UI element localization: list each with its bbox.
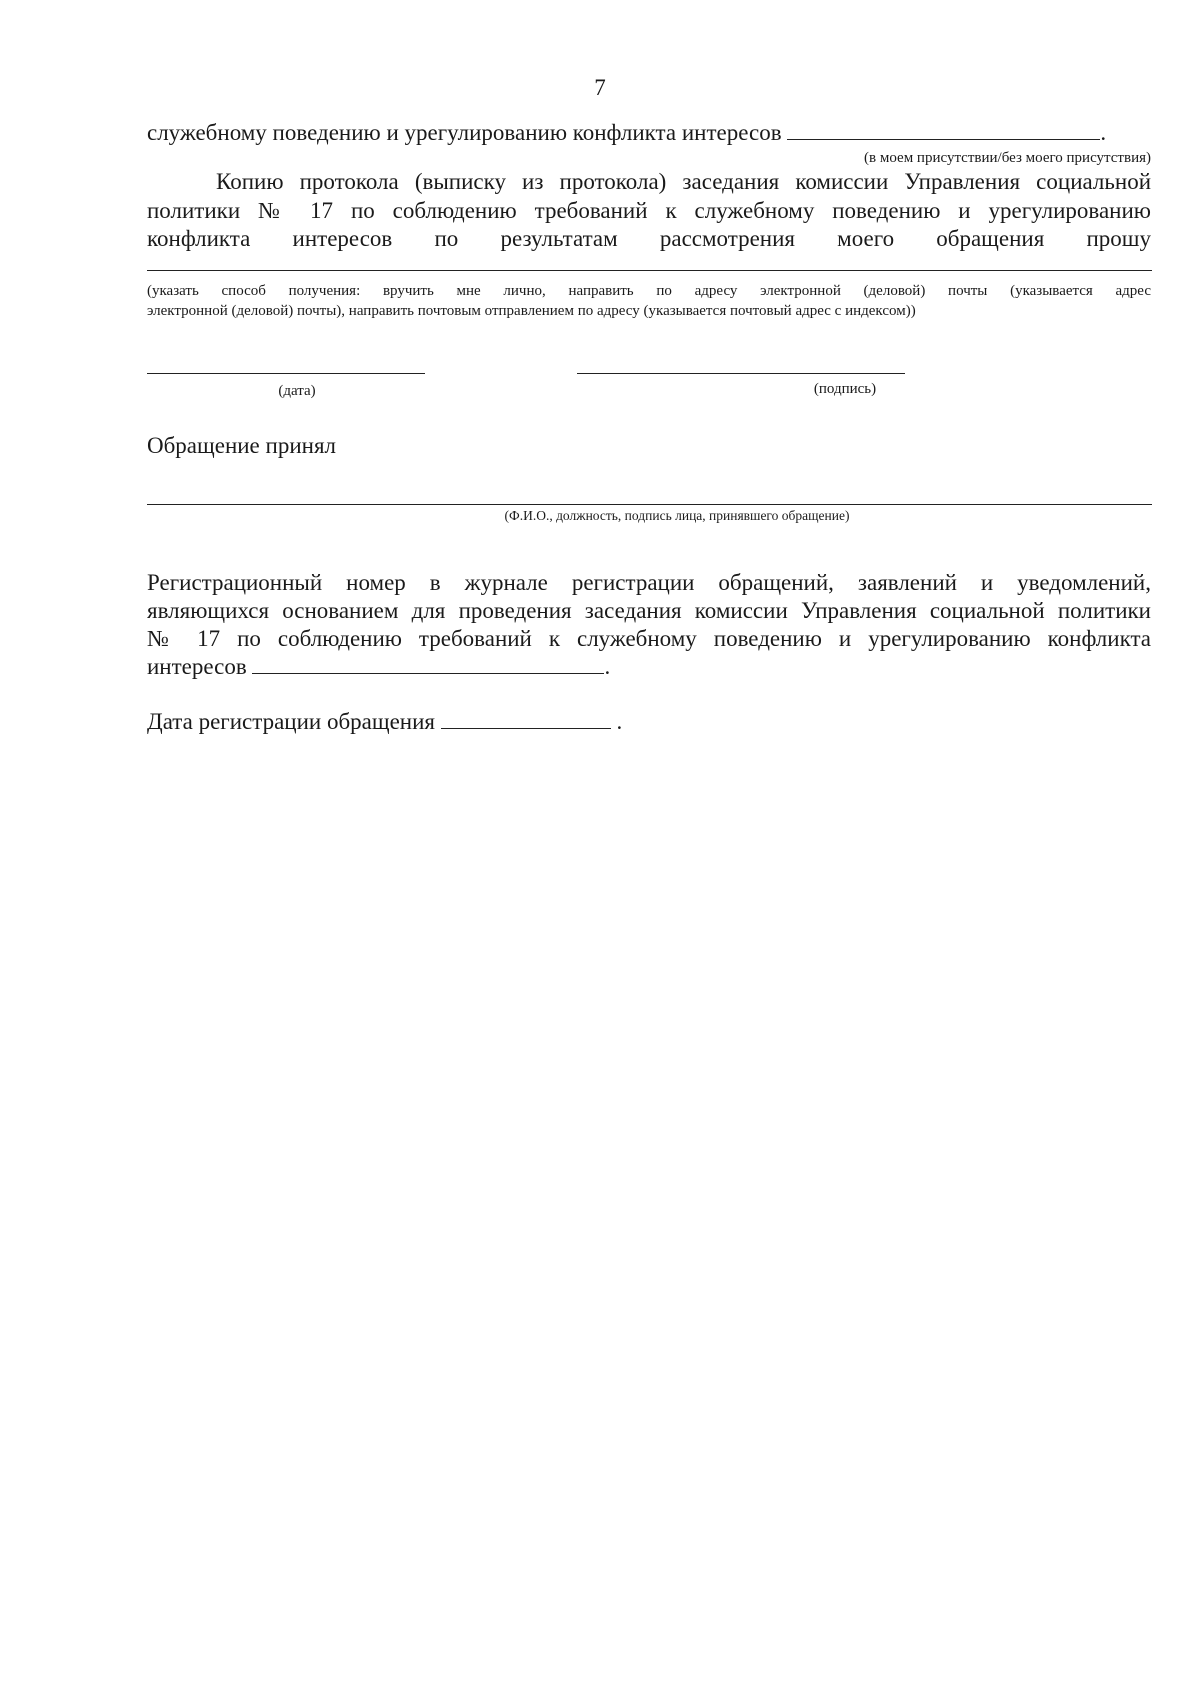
registration-date-label: Дата регистрации обращения [147,709,435,734]
line1 [147,118,1147,147]
registration-line-a: Регистрационный номер в журнале регистрации обращений, заявлений и уведомлений, [147,570,1151,595]
copy-request-line-b: политики № 17 по соблюдению требований к служебному поведению и урегулированию [147,198,1151,223]
registration-number-blank[interactable] [252,655,604,674]
registration-line-c: № 17 по соблюдению требований к служебному поведению и урегулированию конфликта [147,626,1151,651]
copy-request-line-c: конфликта интересов по результатам рассмотрения моего обращения прошу [147,226,1151,251]
method-caption-line-b: электронной (деловой) почты), направить почтовым отправлением по адресу (указывается почтовый адрес с индексом)) [147,303,916,319]
date-caption: (дата) [278,383,316,399]
registration-line-d [147,652,610,681]
registration-date-blank[interactable] [441,710,611,729]
registration-line-d-end: . [604,654,611,679]
presence-blank[interactable] [787,121,1100,140]
registration-date-end: . [616,709,623,734]
line1-end: . [1100,120,1107,145]
registration-date-line [147,707,622,736]
line1-text: служебному поведению и урегулированию конфликта интересов [147,120,782,145]
presence-caption: (в моем присутствии/без моего присутствия) [864,150,1151,166]
copy-request-line-a: Копию протокола (выписку из протокола) заседания комиссии Управления социальной [216,169,1151,194]
method-blank-line[interactable] [147,270,1152,271]
signature-blank-line[interactable] [577,373,905,374]
method-caption-line-a: (указать способ получения: вручить мне лично, направить по адресу электронной (деловой) почты (указывается адрес [147,283,1151,299]
received-label: Обращение принял [147,433,336,458]
date-blank-line[interactable] [147,373,425,374]
signature-caption: (подпись) [813,381,877,397]
registration-line-b: являющихся основанием для проведения заседания комиссии Управления социальной политики [147,598,1151,623]
receiver-caption: (Ф.И.О., должность, подпись лица, принявшего обращение) [504,508,850,523]
page-number: 7 [594,75,606,100]
registration-line-d-text: интересов [147,654,247,679]
receiver-blank-line[interactable] [147,504,1152,505]
